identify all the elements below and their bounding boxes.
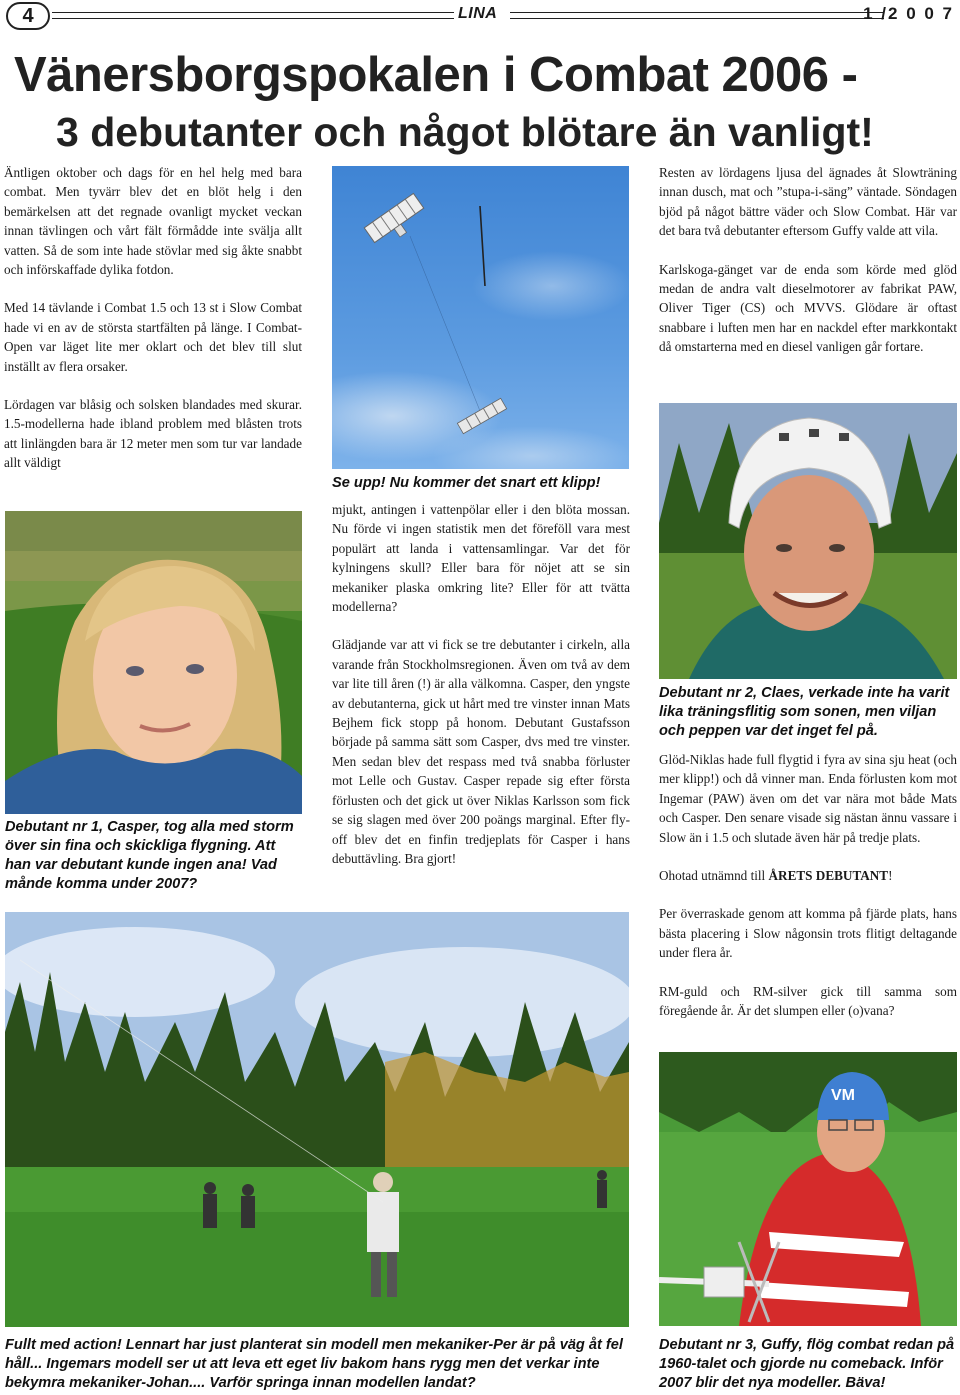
award-name: ÅRETS DEBUTANT (768, 868, 889, 884)
page-header (0, 0, 960, 34)
sky-photo (332, 166, 629, 469)
paragraph: Per överraskade genom att komma på fjärde plats, hans bästa placering i Slow någonsin trots flitigt deltagande under flera år. (659, 906, 957, 961)
paragraph: Äntligen oktober och dags för en hel helg med bara combat. Men tyvärr blev det en blöt helg i den bemärkelsen att det regnade ovanligt mycket veckan innan tävlingen och vårt fält förmådde inte svälja allt vatten. Så de som inte hade stövlar med sig åkte snabbt och införskaffade dylika fotdon. (4, 165, 302, 278)
paragraph: RM-guld och RM-silver gick till samma som föregående år. Är det slumpen eller (o)vana? (659, 983, 957, 1019)
claes-photo (659, 403, 957, 679)
paragraph: Glädjande var att vi fick se tre debutanter i cirkeln, alla varande från Stockholmsregionen. Även om två av dem var lite till åren (!) är alla välkomna. Casper, den yngste av debutanterna, gick ut hårt med tre vinster innan Mats Bejhem fick stopp på honom. Debutant Gustafsson började på samma sätt som Casper, dvs med tre vinster. Men sedan blev det respass med två snabba förluster mot Lelle och Gustav. Casper repade sig efter första förlusten och det gick ut över Niklas Karlsson som fick se sig slagen med över 200 poängs marginal. Efter fly-off blev det en finfin tredjeplats för Casper i hans debuttävling. Bra gjort! (332, 637, 630, 866)
paragraph (659, 866, 957, 885)
article-column-3-top (659, 163, 957, 357)
article-column-1 (4, 163, 302, 473)
page-number: 4 (6, 2, 50, 30)
article-column-3-bottom (659, 750, 957, 1020)
field-photo (5, 912, 629, 1327)
article-column-2 (332, 500, 630, 868)
paragraph: Lördagen var blåsig och solsken blandades med skurar. 1.5-modellerna hade ibland problem med blåsten trots att linlängden bara är 12 meter men som tur var landade allt väldigt (4, 397, 302, 471)
headline-line2: 3 debutanter och något blötare än vanligt! (56, 109, 874, 155)
issue-number: 1 /2 0 0 7 (863, 4, 954, 23)
paragraph: Resten av lördagens ljusa del ägnades åt Slowträning innan dusch, mat och ”stupa-i-säng” väntade. Söndagen bjöd på något bättre väder och Slow Combat. Här var det bara två debutanter eftersom Guffy valde att vila. (659, 165, 957, 239)
text-run: Ohotad utnämnd till (659, 868, 769, 884)
caption-field: Fullt med action! Lennart har just planterat sin modell men mekaniker-Per är på väg åt fel håll... Ingemars modell ser ut att leva ett eget liv bakom hans rygg men det verkar inte bekymra mekaniker-Johan.... Varför springa innan modellen landat? (5, 1337, 623, 1391)
magazine-name: LINA (458, 5, 498, 22)
header-rule-right (510, 12, 884, 19)
caption-casper: Debutant nr 1, Casper, tog alla med storm över sin fina och skickliga flygning. Att han var debutant kunde ingen ana! Vad månde komma under 2007? (5, 819, 294, 892)
caption-guffy: Debutant nr 3, Guffy, flög combat redan på 1960-talet och gjorde nu comeback. Inför 2007 blir det nya modeller. Bäva! (659, 1337, 955, 1391)
header-rule-left (52, 12, 454, 19)
paragraph: Karlskoga-gänget var de enda som körde med glöd medan de andra valt dieselmotorer av fabrikat PAW, Oliver Tiger (CS) och MVVS. Glödare är oftast snabbare i luften men har en nackdel efter markkontakt då omstarterna med en diesel vanligen går fortare. (659, 261, 957, 355)
caption-sky: Se upp! Nu kommer det snart ett klipp! (332, 475, 601, 491)
paragraph: Med 14 tävlande i Combat 1.5 och 13 st i Slow Combat hade vi en av de största startfälten på länge. I Combat-Open var läget lite mer oklart och det blev till slut inställt av flera orsaker. (4, 300, 302, 374)
caption-claes: Debutant nr 2, Claes, verkade inte ha varit lika träningsflitig som sonen, men viljan och peppen var det inget fel på. (659, 685, 950, 739)
paragraph: mjukt, antingen i vattenpölar eller i den blöta mossan. Nu förde vi ingen statistik men det föreföll vara mest populärt att landa i vattensamlingar. Var det för kylningens skull? Eller bara för nöjet att se sin mekaniker plaska omkring lite? Eller för att tvätta modellerna? (332, 502, 630, 615)
casper-photo (5, 511, 302, 814)
text-run: ! (888, 868, 893, 884)
paragraph: Glöd-Niklas hade full flygtid i fyra av sina sju heat (och mer klipp!) och då vinner man. Enda förlusten kom mot Ingemar (PAW) även om det var nära mot både Mats och Casper. Den senare visade sig nästan ännu vassare i Slow än i 1.5 och slutade även här på tredje plats. (659, 752, 957, 845)
headline-line1: Vänersborgspokalen i Combat 2006 - (14, 48, 858, 102)
helmet-text: VM (831, 1087, 855, 1104)
guffy-photo (659, 1052, 957, 1326)
